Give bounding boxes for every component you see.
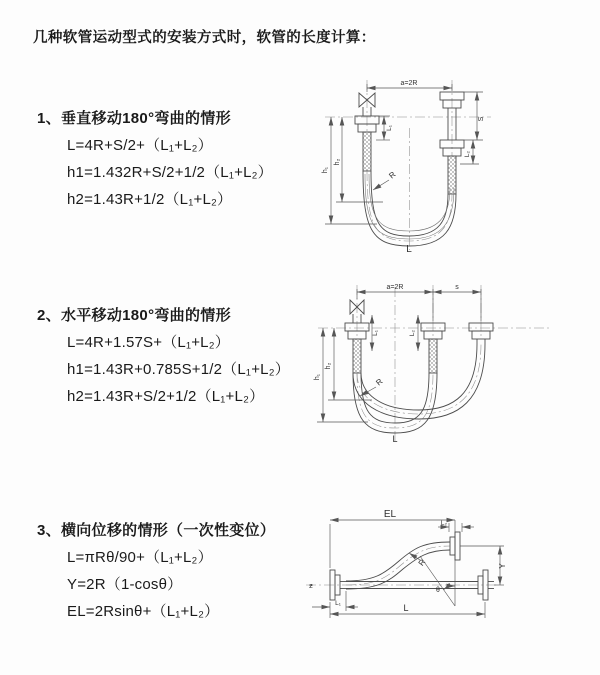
formula-line: Y=2R（1-cosθ） xyxy=(67,576,183,593)
hose-u-bend-position2 xyxy=(353,344,485,419)
braided-section xyxy=(429,339,437,373)
page-title: 几种软管运动型式的安装方式时，软管的长度计算： xyxy=(33,30,376,46)
dim-label-s: s xyxy=(455,284,459,291)
dimension-l2 xyxy=(409,315,418,351)
braided-section xyxy=(448,156,456,194)
hose-s-curve xyxy=(346,542,450,589)
dim-label-a2r: a=2R xyxy=(400,80,418,87)
dimension-l1 xyxy=(372,315,379,351)
dimension-l1 xyxy=(376,116,393,140)
formula-line: h1=1.432R+S/2+1/2（L₁+L₂） xyxy=(67,164,273,181)
dim-label-y: Y xyxy=(498,563,507,569)
dimension-s xyxy=(464,92,485,140)
label-l: L xyxy=(406,244,412,254)
radius-callout xyxy=(409,553,427,568)
dim-label-h1: h₁ xyxy=(314,373,321,381)
dimension-a2r xyxy=(357,284,481,321)
dim-label-el: EL xyxy=(383,509,397,520)
dim-label-l1: L₁ xyxy=(335,600,341,607)
label-l: L xyxy=(392,434,398,444)
formula-line: h2=1.43R+S/2+1/2（L₁+L₂） xyxy=(67,388,265,405)
braided-section xyxy=(353,339,361,373)
section-1-heading: 1、垂直移动180°弯曲的情形 xyxy=(37,110,231,127)
formula-line: L=4R+S/2+（L₁+L₂） xyxy=(67,137,213,154)
axis-symbol: ƶ xyxy=(309,583,313,590)
left-pipe-assembly xyxy=(345,314,369,373)
centerlines xyxy=(325,80,491,250)
section-2-formulas xyxy=(67,329,290,410)
dimension-a2r xyxy=(367,80,452,92)
diagram-lateral-displacement xyxy=(298,506,588,646)
dimension-y xyxy=(460,546,507,585)
diagram-vertical-180-bend xyxy=(313,76,578,254)
dim-label-h2: h₂ xyxy=(325,362,332,370)
formula-line: h1=1.43R+0.785S+1/2（L₁+L₂） xyxy=(67,361,290,378)
radius-callout xyxy=(373,170,398,190)
section-2-heading: 2、水平移动180°弯曲的情形 xyxy=(37,307,231,324)
dim-label-l2: L₂ xyxy=(409,329,416,337)
formula-line: L=πRθ/90+（L₁+L₂） xyxy=(67,549,213,566)
section-3-formulas xyxy=(67,544,219,625)
dim-label-a2r: a=2R xyxy=(386,284,404,291)
dimension-l2 xyxy=(460,140,479,164)
top-right-flange xyxy=(450,532,460,560)
braided-section xyxy=(363,132,371,171)
dimension-s xyxy=(433,284,481,292)
label-r: R xyxy=(387,169,398,181)
dimension-l xyxy=(330,602,485,618)
dim-label-l2: L₂ xyxy=(440,520,448,527)
dim-label-l2: L₂ xyxy=(464,150,471,158)
dim-label-h1: h₁ xyxy=(322,166,329,174)
dim-label-l1: L₁ xyxy=(372,330,379,336)
dim-label-h2: h₂ xyxy=(334,158,341,166)
dim-label-s: S xyxy=(478,116,485,122)
section-1-formulas xyxy=(67,132,273,213)
dimension-l2 xyxy=(438,520,474,532)
label-r: R xyxy=(416,557,428,568)
dim-label-l: L xyxy=(403,603,409,613)
diagram-horizontal-180-bend xyxy=(310,281,582,446)
angle-label-theta: θ xyxy=(436,587,440,594)
formula-line: h2=1.43R+1/2（L₁+L₂） xyxy=(67,191,233,208)
centerlines xyxy=(306,546,496,585)
dim-label-l1: L₁ xyxy=(386,125,393,131)
label-r: R xyxy=(374,376,385,388)
formula-line: L=4R+1.57S+（L₁+L₂） xyxy=(67,334,230,351)
section-3-heading: 3、横向位移的情形（一次性变位） xyxy=(37,522,276,539)
formula-line: EL=2Rsinθ+（L₁+L₂） xyxy=(67,603,220,620)
